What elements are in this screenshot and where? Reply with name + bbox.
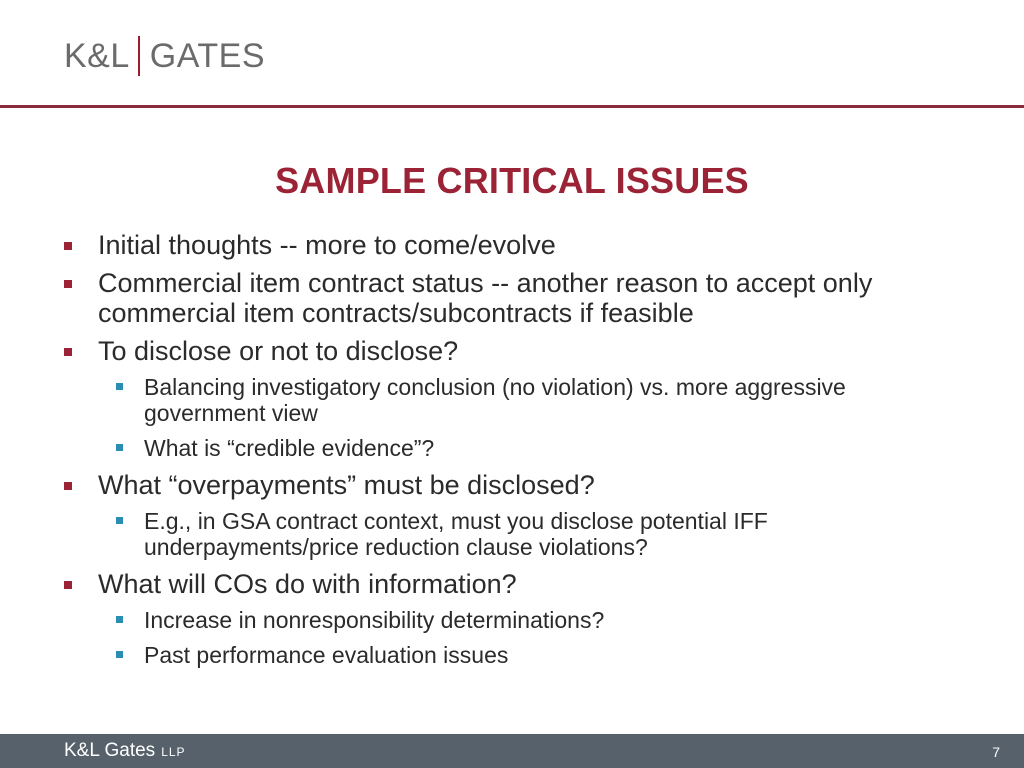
footer-bar xyxy=(0,734,1024,768)
kl-gates-logo xyxy=(64,36,265,76)
bullet-text: What will COs do with information? xyxy=(98,569,517,599)
sub-bullet-item xyxy=(60,374,960,426)
square-sub-bullet-icon xyxy=(116,444,123,451)
square-sub-bullet-icon xyxy=(116,383,123,390)
footer-brand xyxy=(64,740,186,762)
slide-title: SAMPLE CRITICAL ISSUES xyxy=(275,160,749,201)
footer-brand-name: K&L Gates xyxy=(64,740,156,761)
square-bullet-icon xyxy=(64,348,72,356)
logo-divider xyxy=(138,36,140,76)
bullet-item xyxy=(60,336,960,366)
square-bullet-icon xyxy=(64,242,72,250)
bullet-text: Commercial item contract status -- another reason to accept only commercial item contracts/subcontracts if feasible xyxy=(98,268,873,328)
bullet-list xyxy=(60,230,960,677)
sub-bullet-item xyxy=(60,435,960,461)
square-bullet-icon xyxy=(64,482,72,490)
square-sub-bullet-icon xyxy=(116,517,123,524)
sub-bullet-text: What is “credible evidence”? xyxy=(144,435,435,461)
bullet-item xyxy=(60,268,960,328)
square-bullet-icon xyxy=(64,280,72,288)
square-bullet-icon xyxy=(64,581,72,589)
header-rule xyxy=(0,105,1024,108)
sub-bullet-text: Increase in nonresponsibility determinations? xyxy=(144,607,605,633)
logo-left-text: K&L xyxy=(64,36,130,75)
sub-bullet-item xyxy=(60,508,960,560)
sub-bullet-item xyxy=(60,642,960,668)
footer-brand-suffix: LLP xyxy=(161,745,186,759)
bullet-item xyxy=(60,230,960,260)
bullet-text: To disclose or not to disclose? xyxy=(98,336,459,366)
sub-bullet-text: Balancing investigatory conclusion (no violation) vs. more aggressive government view xyxy=(144,374,846,426)
sub-bullet-text: E.g., in GSA contract context, must you disclose potential IFF underpayments/price reduction clause violations? xyxy=(144,508,768,560)
square-sub-bullet-icon xyxy=(116,651,123,658)
bullet-item xyxy=(60,569,960,599)
square-sub-bullet-icon xyxy=(116,616,123,623)
bullet-text: What “overpayments” must be disclosed? xyxy=(98,470,595,500)
logo-right-text: GATES xyxy=(149,36,265,75)
bullet-text: Initial thoughts -- more to come/evolve xyxy=(98,230,556,260)
bullet-item xyxy=(60,470,960,500)
sub-bullet-item xyxy=(60,607,960,633)
sub-bullet-text: Past performance evaluation issues xyxy=(144,642,509,668)
page-number: 7 xyxy=(992,744,1000,760)
